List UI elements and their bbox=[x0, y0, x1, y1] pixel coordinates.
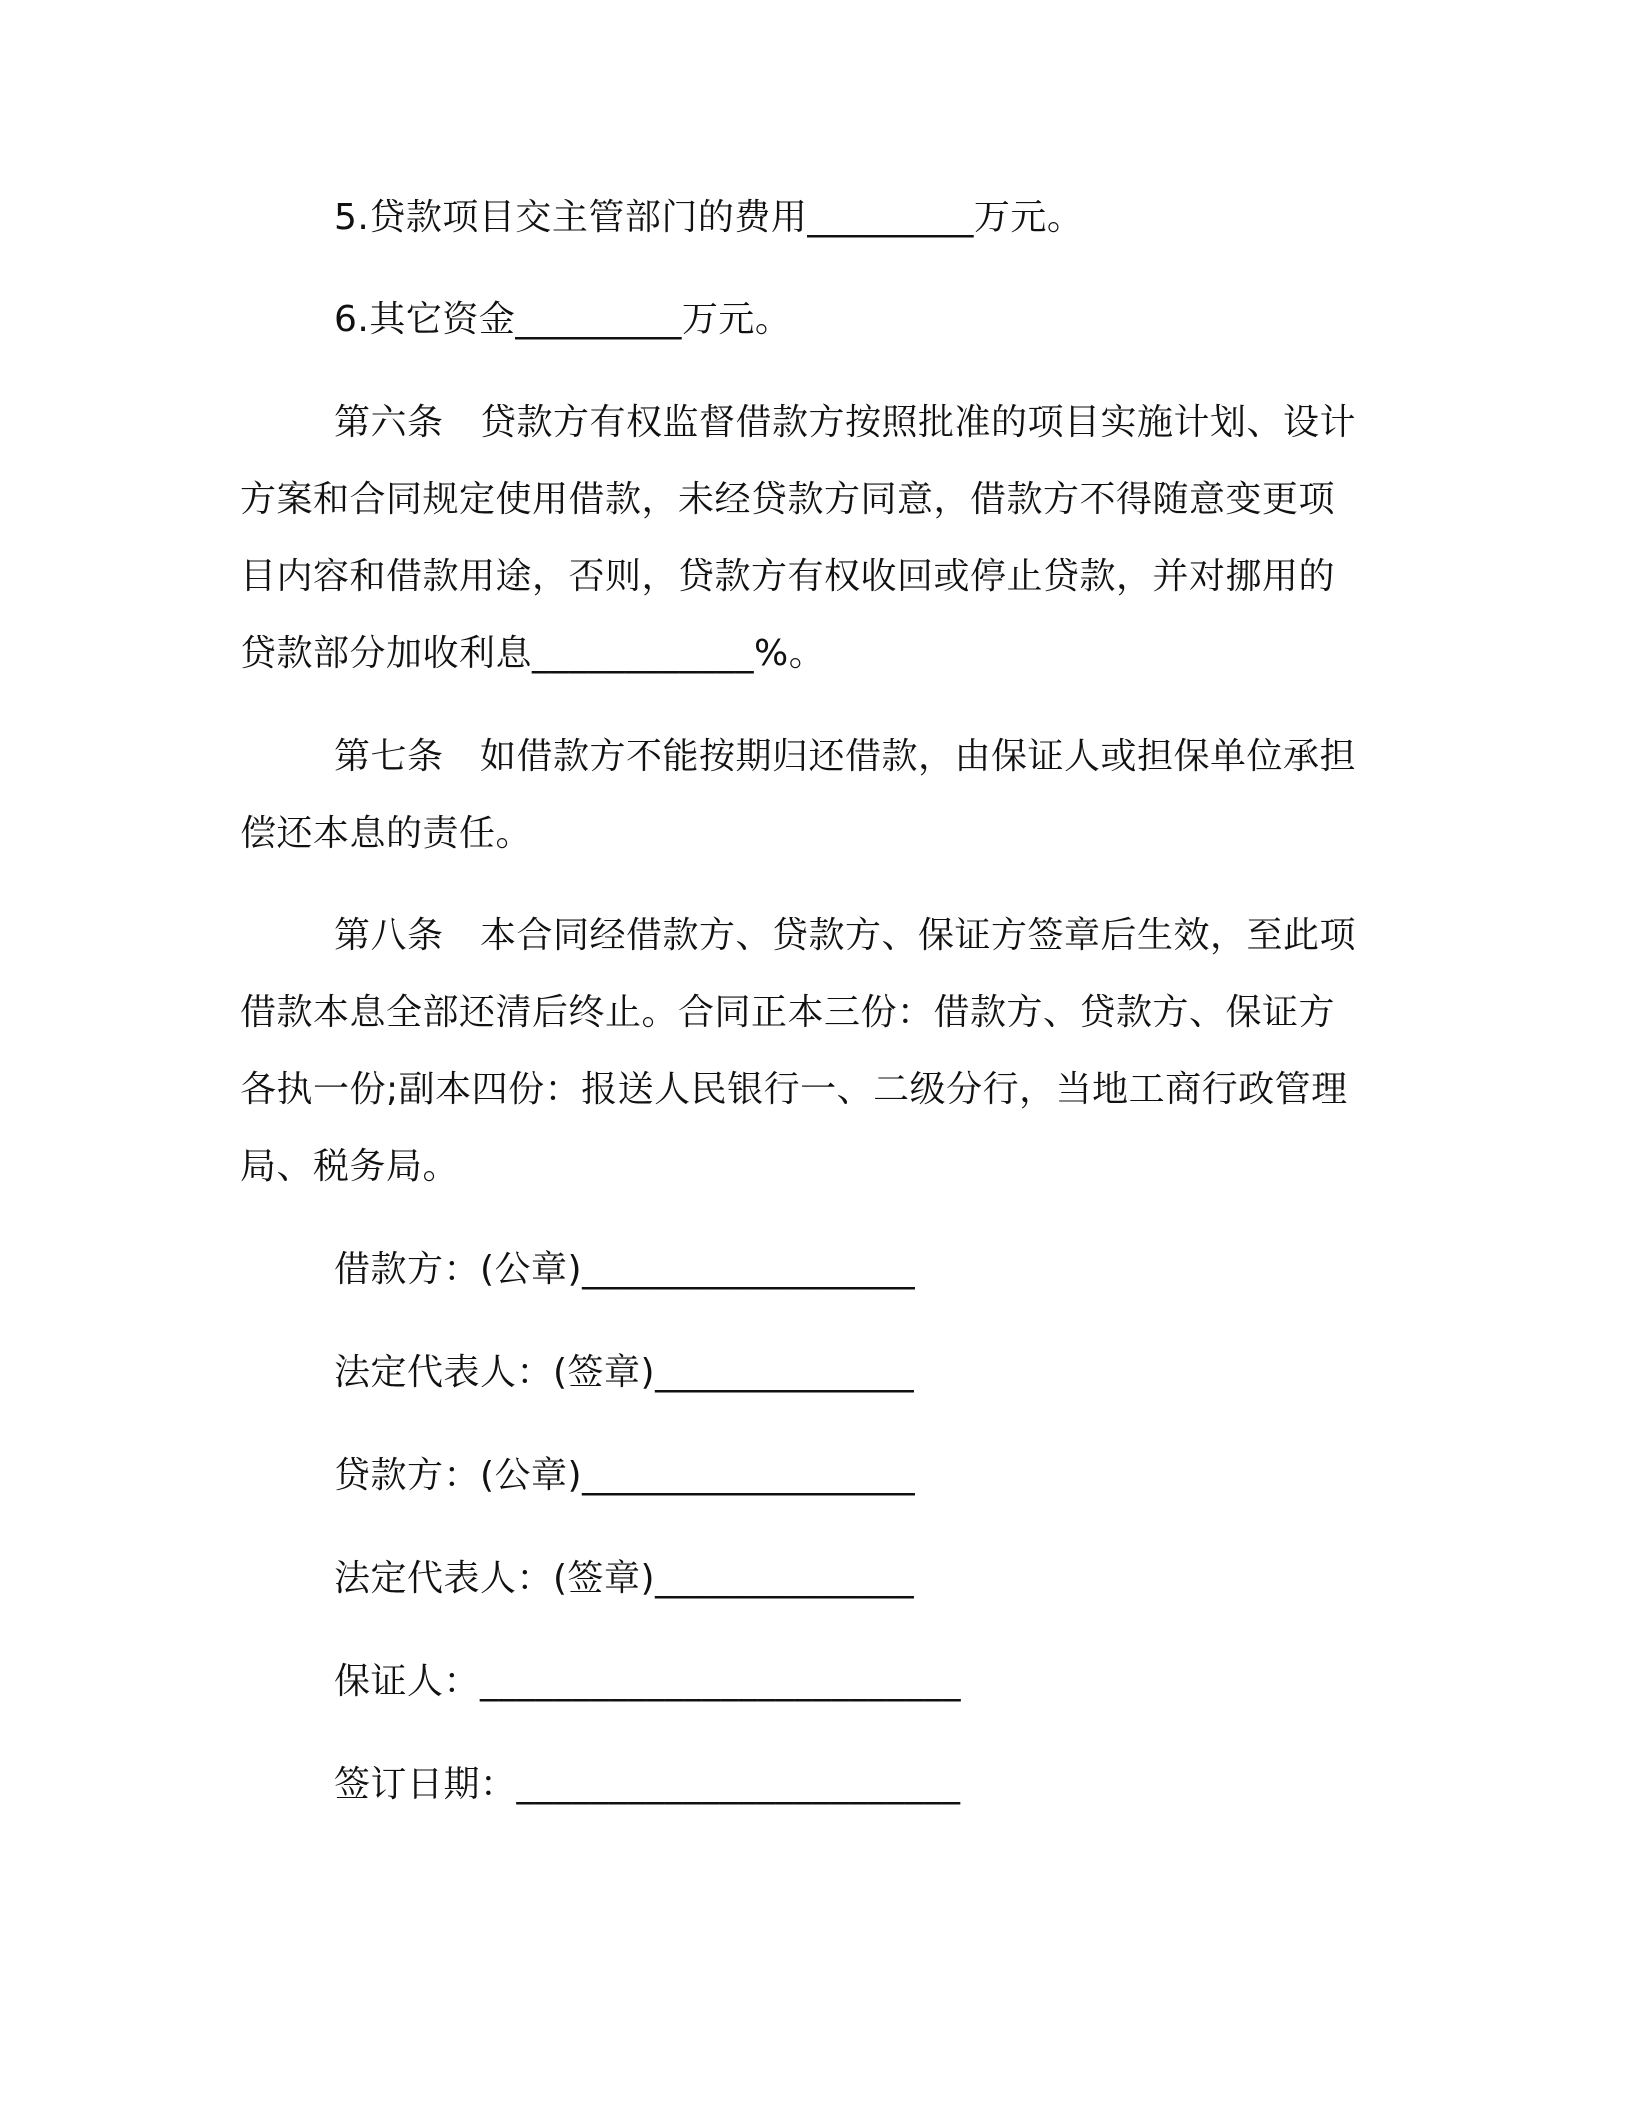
article-8-line-4: 局、税务局。 bbox=[240, 1146, 460, 1187]
article-6-line-2: 方案和合同规定使用借款，未经贷款方同意，借款方不得随意变更项 bbox=[240, 479, 1336, 520]
article-6-line-3: 目内容和借款用途，否则，贷款方有权收回或停止贷款，并对挪用的 bbox=[240, 556, 1336, 597]
item-6-other-funds: 6.其它资金_________万元。 bbox=[334, 299, 792, 340]
signature-guarantor: 保证人：__________________________ bbox=[334, 1661, 962, 1702]
signature-borrower-representative: 法定代表人：(签章)______________ bbox=[334, 1352, 915, 1393]
article-8-line-2: 借款本息全部还清后终止。合同正本三份：借款方、贷款方、保证方 bbox=[240, 992, 1336, 1033]
article-8-line-3: 各执一份;副本四份：报送人民银行一、二级分行，当地工商行政管理 bbox=[240, 1069, 1348, 1110]
article-6-line-1: 第六条 贷款方有权监督借款方按照批准的项目实施计划、设计 bbox=[334, 402, 1357, 443]
signature-lender-representative: 法定代表人：(签章)______________ bbox=[334, 1558, 915, 1599]
signature-lender: 贷款方：(公章)__________________ bbox=[334, 1455, 916, 1496]
signature-date: 签订日期：________________________ bbox=[334, 1764, 961, 1805]
article-7-line-2: 偿还本息的责任。 bbox=[240, 813, 533, 854]
item-5-fees: 5.贷款项目交主管部门的费用_________万元。 bbox=[334, 197, 1084, 238]
signature-borrower: 借款方：(公章)__________________ bbox=[334, 1249, 916, 1290]
article-8-line-1: 第八条 本合同经借款方、贷款方、保证方签章后生效，至此项 bbox=[334, 915, 1357, 956]
article-7-line-1: 第七条 如借款方不能按期归还借款，由保证人或担保单位承担 bbox=[334, 736, 1357, 777]
article-6-line-4: 贷款部分加收利息____________%。 bbox=[240, 633, 826, 674]
